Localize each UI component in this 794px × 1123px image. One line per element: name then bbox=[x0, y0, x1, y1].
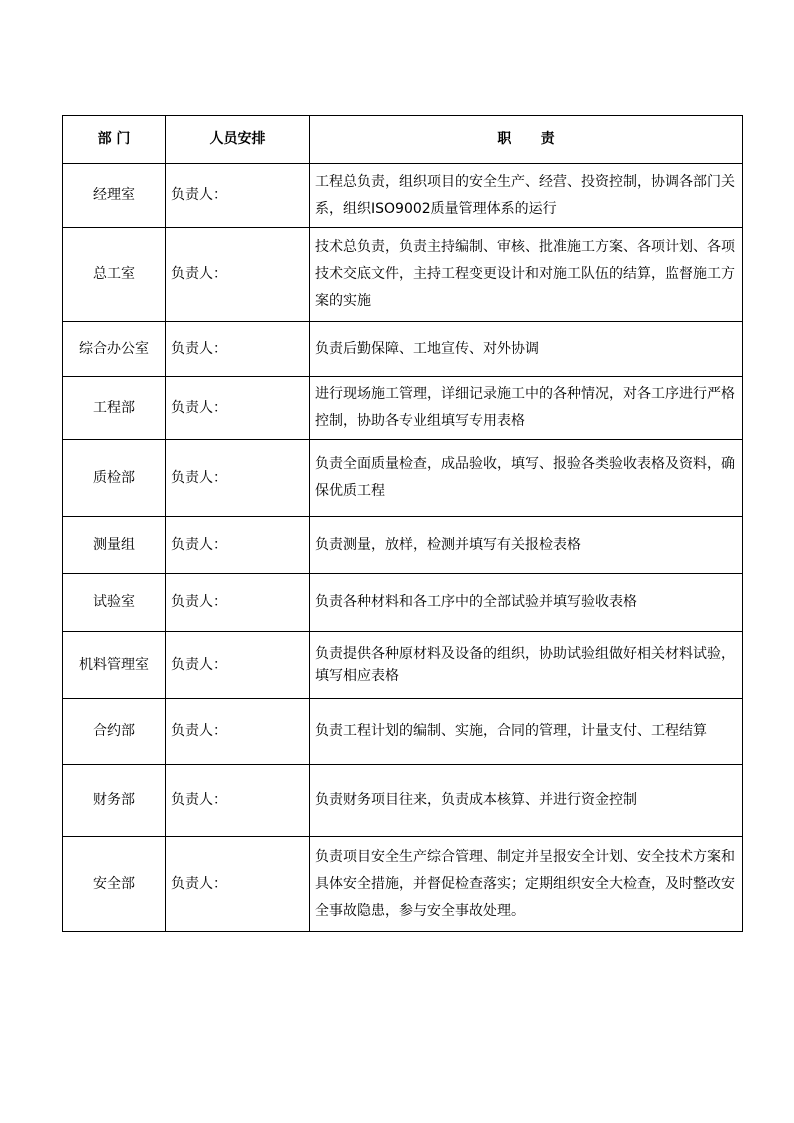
department-cell: 经理室 bbox=[63, 164, 166, 228]
duty-cell: 负责项目安全生产综合管理、制定并呈报安全计划、安全技术方案和具体安全措施，并督促检查落实；定期组织安全大检查，及时整改安全事故隐患，参与安全事故处理。 bbox=[310, 837, 743, 932]
table-row bbox=[63, 837, 743, 932]
duty-cell: 负责后勤保障、工地宣传、对外协调 bbox=[310, 322, 743, 377]
table-row bbox=[63, 322, 743, 377]
table-row bbox=[63, 440, 743, 517]
table-row bbox=[63, 765, 743, 837]
header-staff: 人员安排 bbox=[166, 116, 310, 164]
department-cell: 安全部 bbox=[63, 837, 166, 932]
staff-cell: 负责人： bbox=[166, 517, 310, 574]
staff-cell: 负责人： bbox=[166, 574, 310, 632]
table-row bbox=[63, 574, 743, 632]
duty-cell: 负责测量，放样，检测并填写有关报检表格 bbox=[310, 517, 743, 574]
staff-cell: 负责人： bbox=[166, 837, 310, 932]
staff-cell: 负责人： bbox=[166, 440, 310, 517]
department-cell: 机料管理室 bbox=[63, 632, 166, 699]
table-row bbox=[63, 632, 743, 699]
department-cell: 工程部 bbox=[63, 377, 166, 440]
table-header-row bbox=[63, 116, 743, 164]
department-cell: 试验室 bbox=[63, 574, 166, 632]
department-duty-table bbox=[62, 115, 743, 932]
staff-cell: 负责人： bbox=[166, 699, 310, 765]
duty-cell: 进行现场施工管理，详细记录施工中的各种情况，对各工序进行严格控制，协助各专业组填写专用表格 bbox=[310, 377, 743, 440]
department-cell: 质检部 bbox=[63, 440, 166, 517]
department-cell: 总工室 bbox=[63, 228, 166, 322]
department-cell: 综合办公室 bbox=[63, 322, 166, 377]
duty-cell: 负责工程计划的编制、实施，合同的管理，计量支付、工程结算 bbox=[310, 699, 743, 765]
header-department: 部 门 bbox=[63, 116, 166, 164]
staff-cell: 负责人： bbox=[166, 377, 310, 440]
table-row bbox=[63, 228, 743, 322]
table-row bbox=[63, 377, 743, 440]
table-row bbox=[63, 699, 743, 765]
duty-cell: 负责全面质量检查，成品验收，填写、报验各类验收表格及资料，确保优质工程 bbox=[310, 440, 743, 517]
staff-cell: 负责人： bbox=[166, 765, 310, 837]
staff-cell: 负责人： bbox=[166, 632, 310, 699]
duty-cell: 负责各种材料和各工序中的全部试验并填写验收表格 bbox=[310, 574, 743, 632]
department-cell: 测量组 bbox=[63, 517, 166, 574]
table-row bbox=[63, 517, 743, 574]
duty-cell: 负责提供各种原材料及设备的组织，协助试验组做好相关材料试验，填写相应表格 bbox=[310, 632, 743, 699]
header-duties: 职 责 bbox=[310, 116, 743, 164]
staff-cell: 负责人： bbox=[166, 228, 310, 322]
staff-cell: 负责人： bbox=[166, 322, 310, 377]
staff-cell: 负责人： bbox=[166, 164, 310, 228]
table-row bbox=[63, 164, 743, 228]
department-cell: 财务部 bbox=[63, 765, 166, 837]
duty-cell: 工程总负责，组织项目的安全生产、经营、投资控制，协调各部门关系，组织ISO9002质量管理体系的运行 bbox=[310, 164, 743, 228]
duty-cell: 负责财务项目往来，负责成本核算、并进行资金控制 bbox=[310, 765, 743, 837]
department-cell: 合约部 bbox=[63, 699, 166, 765]
duty-cell: 技术总负责，负责主持编制、审核、批准施工方案、各项计划、各项技术交底文件，主持工程变更设计和对施工队伍的结算，监督施工方案的实施 bbox=[310, 228, 743, 322]
